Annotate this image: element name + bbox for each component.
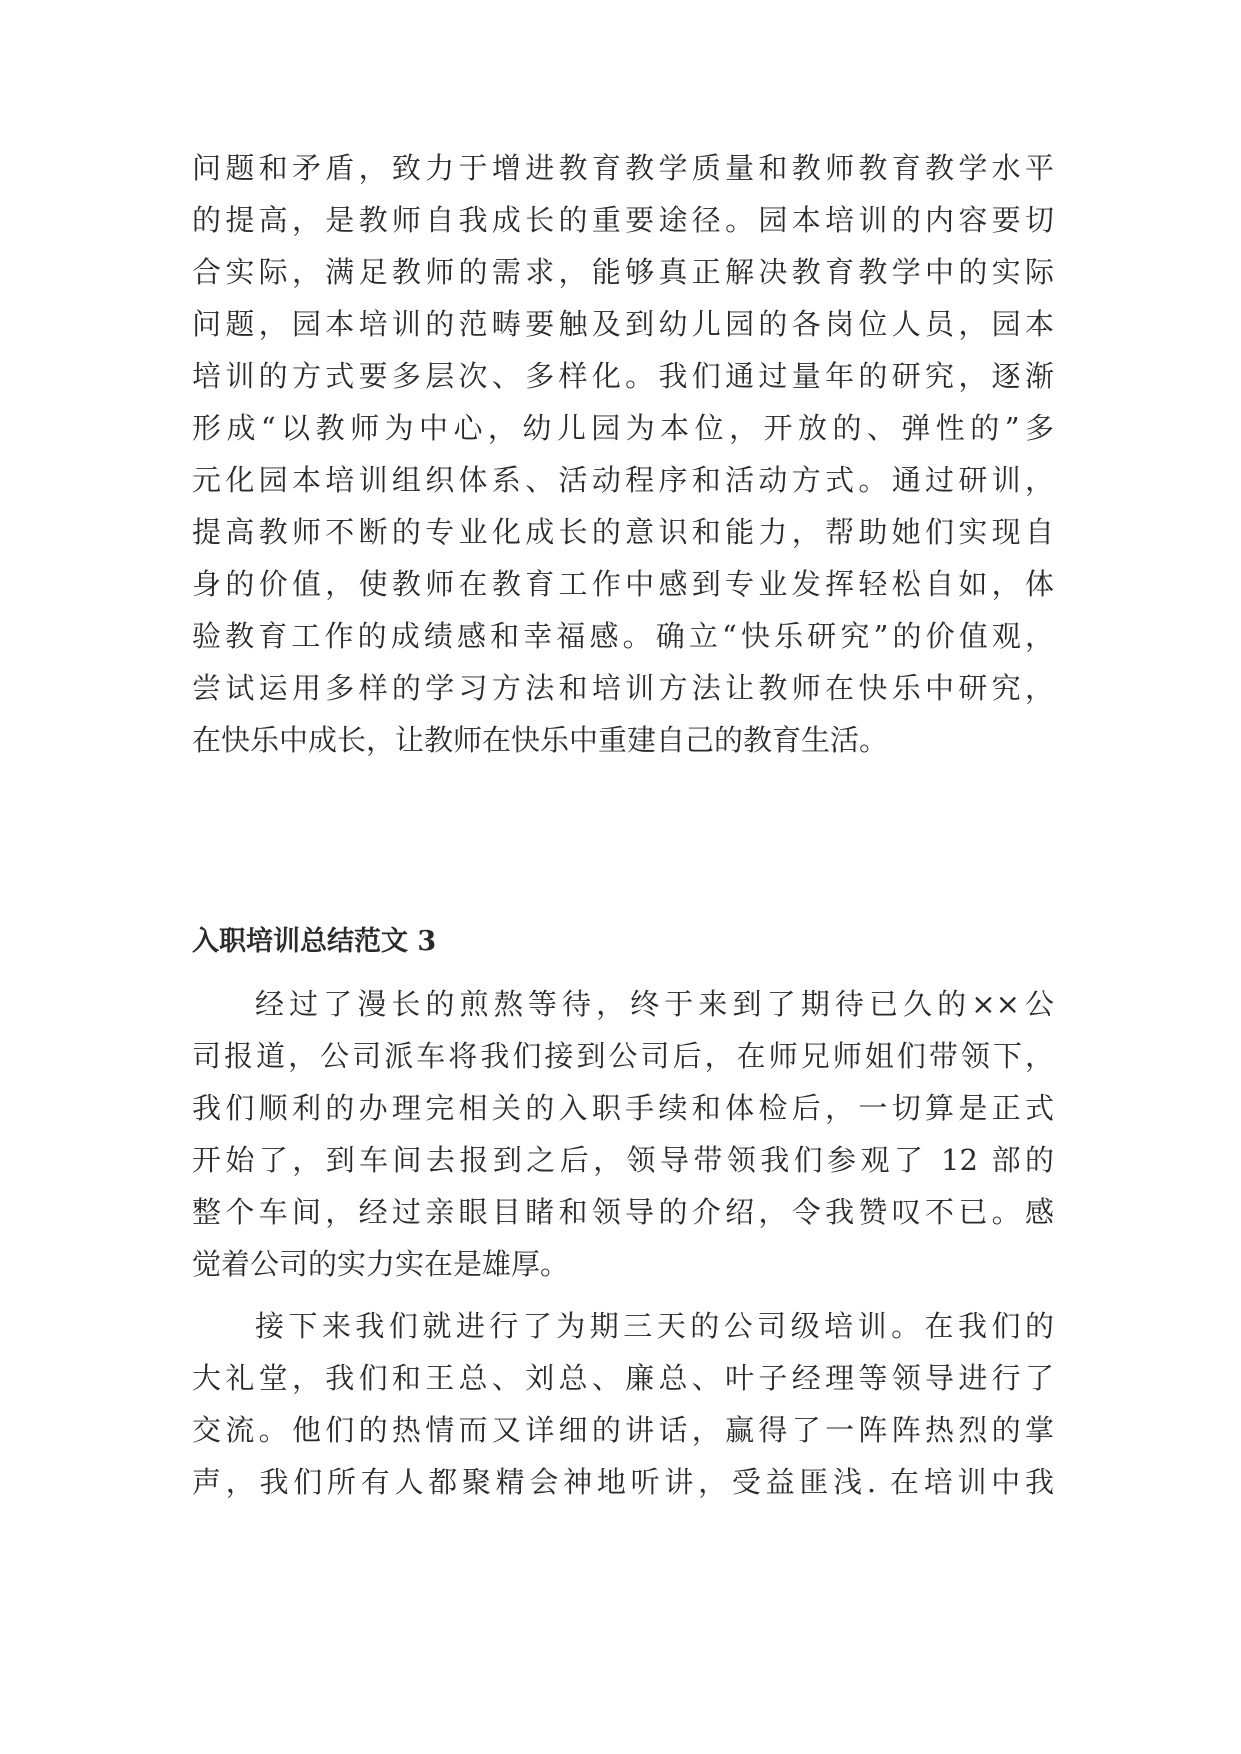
body-text-line: 培训的方式要多层次、多样化。我们通过量年的研究，逐渐 xyxy=(192,359,1054,393)
body-text-line: 接下来我们就进行了为期三天的公司级培训。在我们的 xyxy=(255,1309,1054,1343)
body-text-line: 司报道，公司派车将我们接到公司后，在师兄师姐们带领下， xyxy=(192,1039,1054,1073)
body-text-line: 提高教师不断的专业化成长的意识和能力，帮助她们实现自 xyxy=(192,515,1054,549)
body-text-line: 验教育工作的成绩感和幸福感。确立“快乐研究”的价值观， xyxy=(192,619,1054,653)
body-text-line: 经过了漫长的煎熬等待，终于来到了期待已久的××公 xyxy=(255,987,1054,1021)
body-text-line: 整个车间，经过亲眼目睹和领导的介绍，令我赞叹不已。感 xyxy=(192,1195,1054,1229)
body-text-line: 交流。他们的热情而又详细的讲话，赢得了一阵阵热烈的掌 xyxy=(192,1413,1054,1447)
body-text-line: 在快乐中成长，让教师在快乐中重建自己的教育生活。 xyxy=(192,723,889,757)
body-text-line: 问题和矛盾，致力于增进教育教学质量和教师教育教学水平 xyxy=(192,151,1054,185)
body-text-line: 的提高，是教师自我成长的重要途径。园本培训的内容要切 xyxy=(192,203,1054,237)
section-heading: 入职培训总结范文 3 xyxy=(192,926,437,957)
body-text-line: 声，我们所有人都聚精会神地听讲，受益匪浅. 在培训中我 xyxy=(192,1465,1054,1499)
body-text-line: 形成“以教师为中心，幼儿园为本位，开放的、弹性的”多 xyxy=(192,411,1054,445)
body-text-line: 大礼堂，我们和王总、刘总、廉总、叶子经理等领导进行了 xyxy=(192,1361,1054,1395)
body-text-line: 合实际，满足教师的需求，能够真正解决教育教学中的实际 xyxy=(192,255,1054,289)
body-text-line: 开始了，到车间去报到之后，领导带领我们参观了 12 部的 xyxy=(192,1143,1054,1177)
body-text-line: 我们顺利的办理完相关的入职手续和体检后，一切算是正式 xyxy=(192,1091,1054,1125)
body-text-line: 问题，园本培训的范畴要触及到幼儿园的各岗位人员，园本 xyxy=(192,307,1054,341)
body-text-line: 身的价值，使教师在教育工作中感到专业发挥轻松自如，体 xyxy=(192,567,1054,601)
body-text-line: 元化园本培训组织体系、活动程序和活动方式。通过研训， xyxy=(192,463,1054,497)
body-text-line: 觉着公司的实力实在是雄厚。 xyxy=(192,1247,570,1281)
body-text-line: 尝试运用多样的学习方法和培训方法让教师在快乐中研究， xyxy=(192,671,1054,705)
